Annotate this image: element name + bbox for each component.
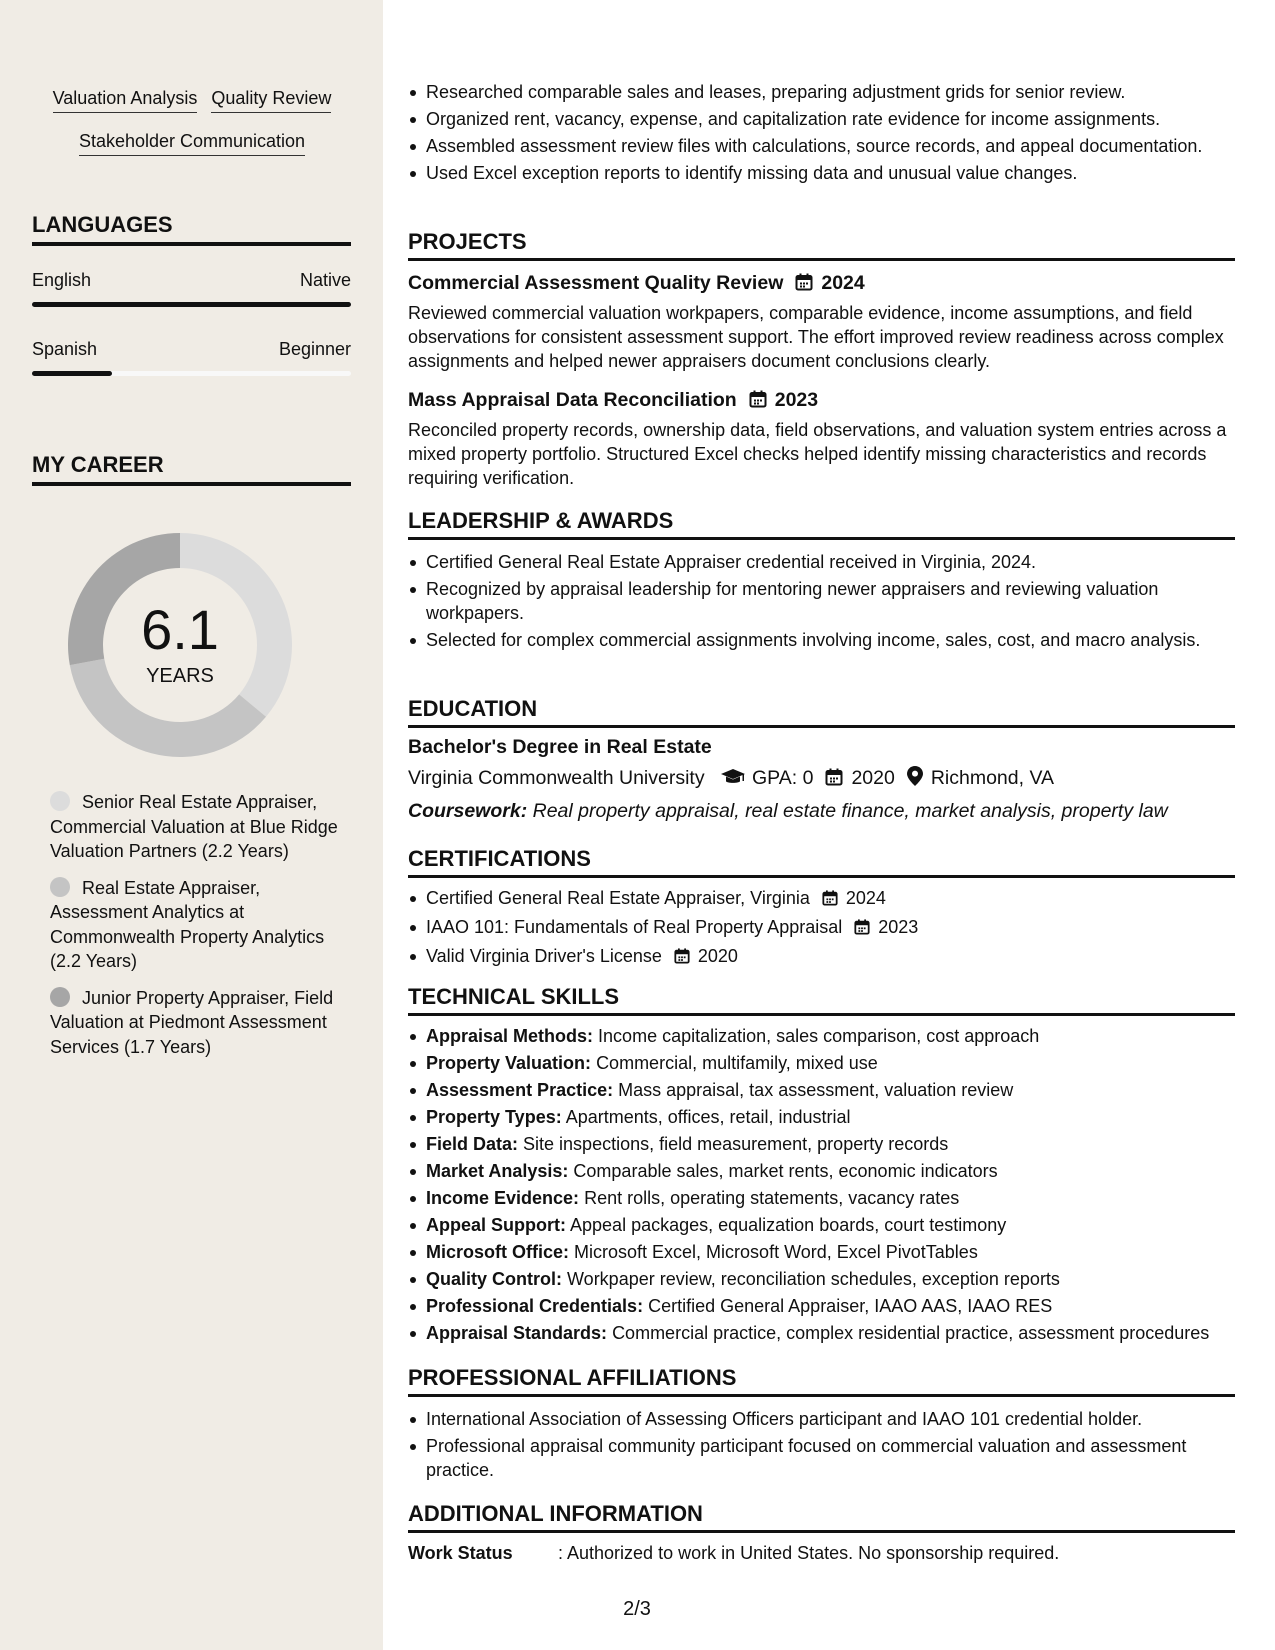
- education-entry: [408, 734, 1235, 825]
- work-status-row: [408, 1541, 1235, 1565]
- project-title: Commercial Assessment Quality Review: [408, 272, 784, 294]
- coursework: Real property appraisal, real estate finance, market analysis, property law: [532, 800, 1168, 822]
- education-heading: EDUCATION: [408, 695, 1235, 728]
- skill-tag: Valuation Analysis: [53, 86, 198, 113]
- skill-value: Commercial, multifamily, mixed use: [596, 1053, 878, 1073]
- skill-value: Commercial practice, complex residential practice, assessment procedures: [612, 1323, 1210, 1343]
- language-level: Native: [299, 270, 351, 290]
- skill-item: [426, 1240, 1235, 1264]
- bullet-item: Organized rent, vacancy, expense, and capitalization rate evidence for income assignments.: [426, 107, 1235, 131]
- bullet-item: International Association of Assessing Officers participant and IAAO 101 credential holder.: [426, 1407, 1235, 1431]
- bullet-item: Certified General Real Estate Appraiser credential received in Virginia, 2024.: [426, 550, 1235, 574]
- bullet-item: Recognized by appraisal leadership for mentoring newer appraisers and reviewing valuation workpapers.: [426, 577, 1235, 625]
- skill-value: Rent rolls, operating statements, vacancy rates: [584, 1188, 960, 1208]
- skill-item: [426, 1024, 1235, 1048]
- skill-item: [426, 1186, 1235, 1210]
- career-item: [50, 876, 350, 974]
- language-bar: [32, 371, 351, 376]
- certification-item: [426, 915, 1235, 941]
- technical-skills-heading: TECHNICAL SKILLS: [408, 983, 1235, 1016]
- skill-item: [426, 1132, 1235, 1156]
- skill-item: [426, 1051, 1235, 1075]
- location: Richmond, VA: [930, 767, 1055, 789]
- skill-item: [426, 1267, 1235, 1291]
- skill-item: [426, 1321, 1235, 1345]
- work-status-label: Work Status: [408, 1543, 513, 1563]
- gpa: GPA: 0: [752, 767, 814, 789]
- skill-value: Workpaper review, reconciliation schedules, exception reports: [567, 1269, 1060, 1289]
- career-item-text: Senior Real Estate Appraiser, Commercial Valuation at Blue Ridge Valuation Partners (2.2 Years): [50, 792, 338, 861]
- languages-heading: LANGUAGES: [32, 212, 351, 246]
- skill-label: Appraisal Standards:: [426, 1323, 608, 1343]
- sidebar: [0, 0, 383, 1650]
- skill-item: [426, 1078, 1235, 1102]
- bullet-item: Researched comparable sales and leases, preparing adjustment grids for senior review.: [426, 80, 1235, 104]
- certification-item: [426, 886, 1235, 912]
- skill-item: [426, 1105, 1235, 1129]
- language-bar-fill: [32, 302, 351, 307]
- skill-tags: [32, 86, 352, 172]
- leadership-heading: LEADERSHIP & AWARDS: [408, 507, 1235, 540]
- language-english: [32, 268, 351, 307]
- calendar-icon: [795, 272, 813, 298]
- career-color-dot: [50, 791, 70, 811]
- skill-value: Income capitalization, sales comparison, cost approach: [598, 1026, 1040, 1046]
- main-content: [383, 0, 1275, 1650]
- certifications-list: [408, 886, 1235, 973]
- certification-name: IAAO 101: Fundamentals of Real Property Appraisal: [426, 917, 843, 937]
- skill-value: Appeal packages, equalization boards, court testimony: [570, 1215, 1007, 1235]
- skill-label: Market Analysis:: [426, 1161, 569, 1181]
- bullet-item: Selected for complex commercial assignments involving income, sales, cost, and macro analysis.: [426, 628, 1235, 652]
- skill-value: Site inspections, field measurement, property records: [523, 1134, 949, 1154]
- project-item: [408, 270, 1235, 373]
- skill-tag: Quality Review: [211, 86, 331, 113]
- language-bar-fill: [32, 371, 112, 376]
- bullet-item: Assembled assessment review files with calculations, source records, and appeal documentation.: [426, 134, 1235, 158]
- location-pin-icon: [907, 766, 923, 794]
- certification-name: Valid Virginia Driver's License: [426, 946, 662, 966]
- calendar-icon: [854, 917, 870, 941]
- project-description: Reconciled property records, ownership data, field observations, and valuation system entries across a mixed property portfolio. Structured Excel checks helped identify missing characteristics and records requiring verification.: [408, 420, 1227, 488]
- project-item: [408, 387, 1235, 490]
- skill-tag: Stakeholder Communication: [79, 129, 305, 156]
- calendar-icon: [674, 946, 690, 970]
- certification-year: 2023: [878, 917, 919, 937]
- calendar-icon: [822, 888, 838, 912]
- project-year: 2024: [821, 272, 865, 294]
- skill-item: [426, 1294, 1235, 1318]
- school: Virginia Commonwealth University: [408, 767, 705, 789]
- certifications-heading: CERTIFICATIONS: [408, 845, 1235, 878]
- degree: Bachelor's Degree in Real Estate: [408, 736, 712, 758]
- skill-label: Microsoft Office:: [426, 1242, 570, 1262]
- skill-label: Quality Control:: [426, 1269, 562, 1289]
- bullet-item: Professional appraisal community participant focused on commercial valuation and assessment practice.: [426, 1434, 1235, 1482]
- career-years-unit: YEARS: [146, 665, 214, 687]
- certification-year: 2020: [697, 946, 738, 966]
- certification-year: 2024: [845, 888, 886, 908]
- career-item: [50, 790, 350, 864]
- graduation-year: 2020: [851, 767, 895, 789]
- language-bar: [32, 302, 351, 307]
- additional-info-heading: ADDITIONAL INFORMATION: [408, 1500, 1235, 1533]
- skill-value: Certified General Appraiser, IAAO AAS, IAAO RES: [648, 1296, 1053, 1316]
- career-years-value: 6.1: [141, 598, 219, 661]
- language-spanish: [32, 337, 351, 376]
- career-list: [50, 790, 350, 1071]
- leadership-list: [408, 550, 1235, 655]
- certification-name: Certified General Real Estate Appraiser, Virginia: [426, 888, 810, 908]
- project-title: Mass Appraisal Data Reconciliation: [408, 389, 737, 411]
- skill-label: Field Data:: [426, 1134, 519, 1154]
- language-name: English: [32, 270, 92, 290]
- skill-value: Mass appraisal, tax assessment, valuation review: [618, 1080, 1014, 1100]
- language-name: Spanish: [32, 339, 98, 359]
- career-heading: MY CAREER: [32, 452, 351, 486]
- skill-item: [426, 1213, 1235, 1237]
- skill-label: Appraisal Methods:: [426, 1026, 594, 1046]
- projects-heading: PROJECTS: [408, 228, 1235, 261]
- skill-label: Income Evidence:: [426, 1188, 580, 1208]
- skill-label: Property Types:: [426, 1107, 562, 1127]
- skill-value: Microsoft Excel, Microsoft Word, Excel PivotTables: [574, 1242, 978, 1262]
- coursework-label: Coursework:: [408, 800, 528, 822]
- technical-skills-list: [408, 1024, 1235, 1348]
- calendar-icon: [749, 389, 767, 415]
- career-color-dot: [50, 877, 70, 897]
- skill-label: Property Valuation:: [426, 1053, 592, 1073]
- skill-item: [426, 1159, 1235, 1183]
- affiliations-list: [408, 1407, 1235, 1485]
- graduation-cap-icon: [720, 766, 746, 794]
- certification-item: [426, 944, 1235, 970]
- skill-value: Apartments, offices, retail, industrial: [565, 1107, 851, 1127]
- project-description: Reviewed commercial valuation workpapers, comparable evidence, income assumptions, and field observations for consistent assessment support. The effort improved review readiness across complex assignments and helped newer appraisers document conclusions clearly.: [408, 303, 1224, 371]
- page-number: 2/3: [623, 1598, 651, 1620]
- career-item-text: Real Estate Appraiser, Assessment Analytics at Commonwealth Property Analytics (2.2 Years): [50, 877, 325, 971]
- career-item: [50, 986, 350, 1060]
- skill-label: Professional Credentials:: [426, 1296, 644, 1316]
- work-status-value: : Authorized to work in United States. No sponsorship required.: [558, 1543, 1060, 1563]
- project-year: 2023: [774, 389, 819, 411]
- language-level: Beginner: [278, 339, 351, 359]
- affiliations-heading: PROFESSIONAL AFFILIATIONS: [408, 1364, 1235, 1397]
- skill-value: Comparable sales, market rents, economic indicators: [573, 1161, 998, 1181]
- experience-bullets: [408, 80, 1235, 188]
- bullet-item: Used Excel exception reports to identify missing data and unusual value changes.: [426, 161, 1235, 185]
- calendar-icon: [825, 766, 843, 794]
- career-color-dot: [50, 987, 70, 1007]
- skill-label: Appeal Support:: [426, 1215, 566, 1235]
- skill-label: Assessment Practice:: [426, 1080, 614, 1100]
- career-item-text: Junior Property Appraiser, Field Valuation at Piedmont Assessment Services (1.7 Years): [50, 987, 334, 1057]
